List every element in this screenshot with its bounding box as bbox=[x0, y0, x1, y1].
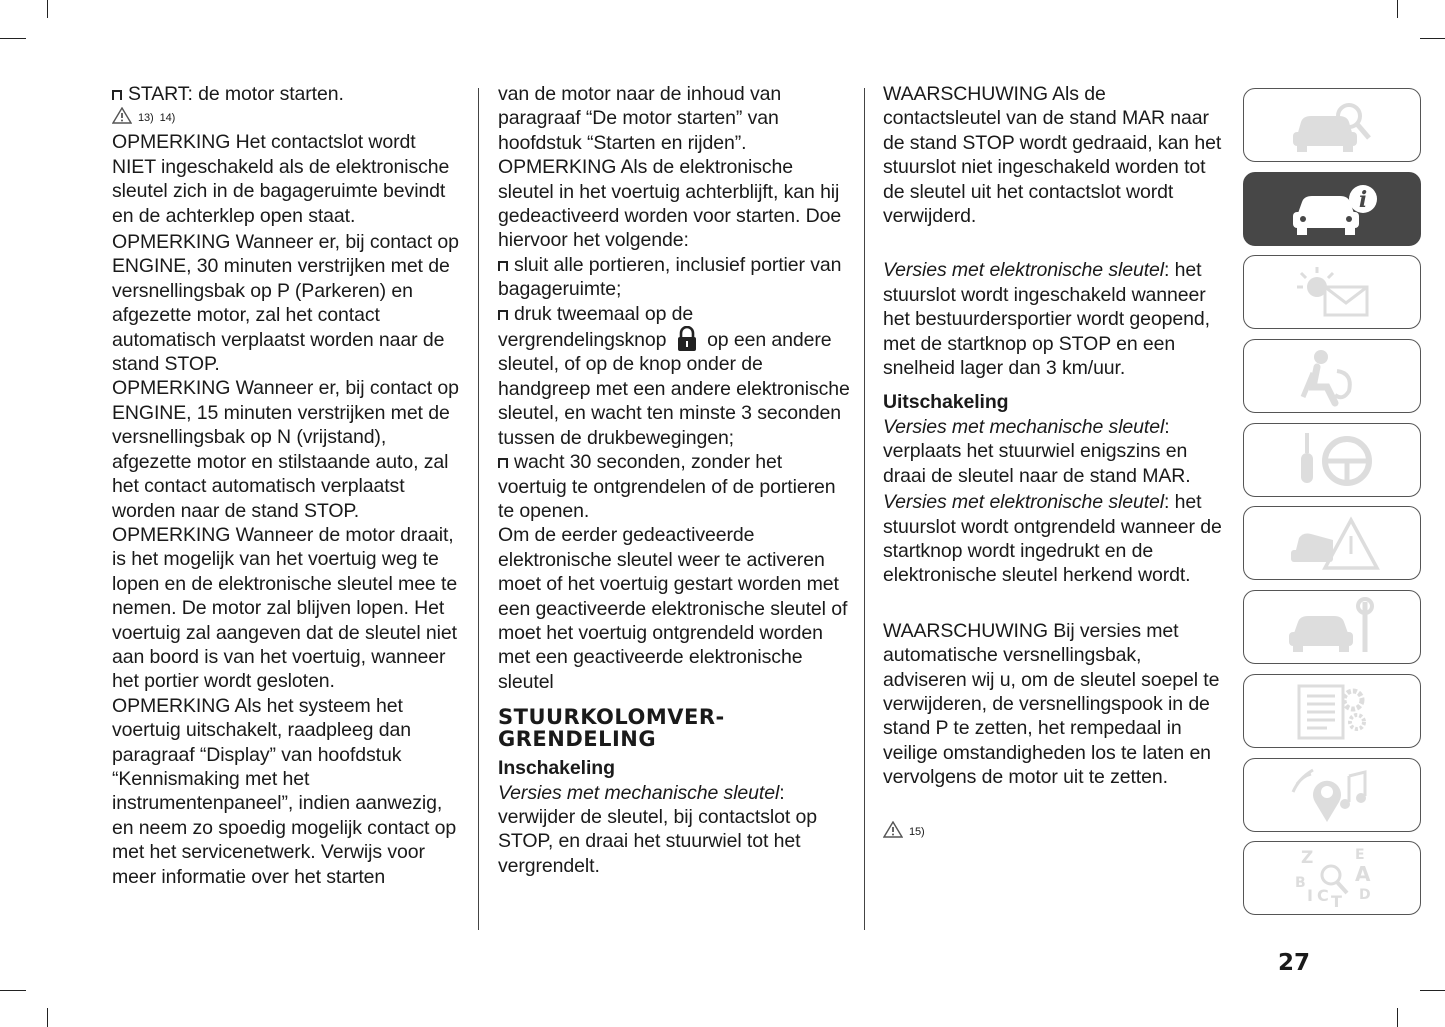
text-paragraph: Versies met elektronische sleutel: het stuurslot wordt ontgrendeld wanneer de startknop wordt ingedrukt en de elektronische sleutel herkend wordt. bbox=[883, 491, 1222, 587]
warning-triangle-icon bbox=[112, 107, 132, 124]
car-wrench-icon bbox=[1277, 594, 1387, 660]
crop-mark bbox=[0, 38, 26, 39]
svg-text:T: T bbox=[1331, 892, 1342, 912]
column-2 bbox=[498, 82, 850, 878]
tab-emergency[interactable] bbox=[1243, 506, 1421, 580]
list-item: druk tweemaal op de vergrendelingsknop op een andere sleutel, of op de knop onder de handgreep met een andere elektronische sleutel, en wacht ten minste 3 seconden tussen de drukbewegingen; bbox=[498, 302, 850, 449]
column-divider bbox=[864, 88, 865, 930]
column-1 bbox=[112, 82, 462, 889]
svg-text:A: A bbox=[1355, 862, 1371, 887]
crop-mark bbox=[1420, 38, 1445, 39]
tab-car-search[interactable] bbox=[1243, 88, 1421, 162]
key-steering-wheel-icon bbox=[1277, 427, 1387, 493]
warning-paragraph: WAARSCHUWING Bij versies met automatische versnellingsbak, adviseren wij u, om de sleutel soepel te verwijderen, de versnellingspook in de stand P te zetten, het rempedaal in veilige omstandigheden los te laten en vervolgens de motor uit te zetten. bbox=[883, 619, 1220, 789]
text-paragraph: Versies met elektronische sleutel: het stuurslot wordt ingeschakeld wanneer het bestuurdersportier wordt geopend, met de startknop op STOP en een snelheid lager dan 3 km/uur. bbox=[883, 259, 1210, 380]
crop-mark bbox=[1397, 0, 1398, 18]
svg-text:Z: Z bbox=[1301, 848, 1314, 869]
tab-index[interactable] bbox=[1243, 841, 1421, 915]
svg-text:D: D bbox=[1359, 887, 1371, 904]
chapter-tabs bbox=[1243, 88, 1423, 925]
warning-triangle-icon bbox=[883, 821, 903, 838]
bullet-icon bbox=[498, 458, 508, 468]
crop-mark bbox=[1397, 1008, 1398, 1027]
car-search-icon bbox=[1277, 92, 1387, 158]
crop-mark bbox=[47, 0, 48, 18]
list-item: START: de motor starten. bbox=[112, 82, 462, 106]
car-info-icon bbox=[1277, 176, 1387, 242]
svg-text:E: E bbox=[1355, 847, 1365, 864]
bullet-icon bbox=[498, 310, 508, 320]
car-breakdown-triangle-icon bbox=[1277, 510, 1387, 576]
note-paragraph: OPMERKING Wanneer de motor draait, is het mogelijk van het voertuig weg te lopen en de elektronische sleutel mee te nemen. De motor zal blijven lopen. Het voertuig zal aangeven dat de sleutel niet aan boord is van het voertuig, wanneer het portier wordt gesloten. bbox=[112, 523, 458, 693]
text-paragraph: Om de eerder gedeactiveerde elektronische sleutel weer te activeren moet of het voertuig gestart worden met een geactiveerde elektronische sleutel of moet het voertuig ontgrendeld worden met een geactiveerde elektronische sleutel bbox=[498, 524, 848, 693]
tab-warning-lights[interactable] bbox=[1243, 255, 1421, 329]
note-paragraph: OPMERKING Wanneer er, bij contact op ENGINE, 15 minuten verstrijken met de versnellingsbak op N (vrijstand), afgezette motor en stilstaande auto, zal het contact automatisch verplaatst worden naar de stand STOP. bbox=[112, 377, 459, 522]
note-paragraph: OPMERKING Als de elektronische sleutel in het voertuig achterblijft, kan hij gedeactiveerd worden voor starten. Doe hiervoor het volgende: bbox=[498, 156, 842, 252]
crop-mark bbox=[1420, 990, 1445, 991]
text-paragraph: Versies met mechanische sleutel: verwijder de sleutel, bij contactslot op STOP, en draai het stuurwiel tot het vergrendelt. bbox=[498, 781, 817, 877]
list-item: wacht 30 seconden, zonder het voertuig te ontgrendelen of de portieren te openen. bbox=[498, 451, 836, 522]
lock-icon bbox=[676, 326, 698, 352]
tab-maintenance[interactable] bbox=[1243, 590, 1421, 664]
section-heading: STUURKOLOMVER- GRENDELING bbox=[498, 705, 725, 752]
subheading: Uitschakeling bbox=[883, 391, 1009, 414]
bullet-icon bbox=[112, 90, 122, 100]
tab-starting-driving[interactable] bbox=[1243, 423, 1421, 497]
alphabetical-index-icon bbox=[1277, 845, 1387, 911]
column-3 bbox=[883, 82, 1228, 844]
svg-text:C: C bbox=[1317, 886, 1329, 906]
crop-mark bbox=[0, 990, 26, 991]
page-number: 27 bbox=[1278, 950, 1311, 976]
svg-text:I: I bbox=[1307, 886, 1313, 906]
note-paragraph: OPMERKING Als het systeem het voertuig uitschakelt, raadpleeg dan paragraaf “Display” van hoofdstuk “Kennismaking met het instrumentenpaneel”, indien aanwezig, en neem zo spoedig mogelijk contact op met het servicenetwerk. Verwijs voor meer informatie over het starten bbox=[112, 694, 457, 888]
tab-technical-data[interactable] bbox=[1243, 674, 1421, 748]
warning-reference: 13) 14) bbox=[112, 106, 462, 130]
music-navigation-icon bbox=[1277, 762, 1387, 828]
warning-reference: 15) bbox=[883, 820, 1228, 844]
svg-text:i: i bbox=[1358, 186, 1368, 213]
tab-car-info[interactable] bbox=[1243, 172, 1421, 246]
text-paragraph: van de motor naar de inhoud van paragraaf “De motor starten” van hoofdstuk “Starten en rijden”. bbox=[498, 83, 782, 154]
note-paragraph: OPMERKING Wanneer er, bij contact op ENGINE, 30 minuten verstrijken met de versnellingsbak op P (Parkeren) en afgezette motor, zal het contact automatisch verplaatst worden naar de stand STOP. bbox=[112, 231, 459, 376]
text-paragraph: Versies met mechanische sleutel: verplaats het stuurwiel enigszins en draai de sleutel naar de stand MAR. bbox=[883, 415, 1191, 487]
seat-airbag-icon bbox=[1277, 343, 1387, 409]
svg-text:B: B bbox=[1295, 875, 1306, 892]
tab-safety[interactable] bbox=[1243, 339, 1421, 413]
crop-mark bbox=[47, 1008, 48, 1027]
warning-light-message-icon bbox=[1277, 259, 1387, 325]
document-gear-icon bbox=[1277, 678, 1387, 744]
column-divider bbox=[478, 88, 479, 930]
warning-paragraph: WAARSCHUWING Als de contactsleutel van de stand MAR naar de stand STOP wordt gedraaid, kan het stuurslot niet ingeschakeld worden tot de sleutel uit het contactslot wordt verwijderd. bbox=[883, 83, 1222, 228]
tab-multimedia[interactable] bbox=[1243, 758, 1421, 832]
subheading: Inschakeling bbox=[498, 757, 615, 780]
list-item: sluit alle portieren, inclusief portier van bagageruimte; bbox=[498, 253, 842, 301]
bullet-icon bbox=[498, 261, 508, 271]
note-paragraph: OPMERKING Het contactslot wordt NIET ingeschakeld als de elektronische sleutel zich in de bagageruimte bevindt en de achterklep open staat. bbox=[112, 131, 450, 227]
